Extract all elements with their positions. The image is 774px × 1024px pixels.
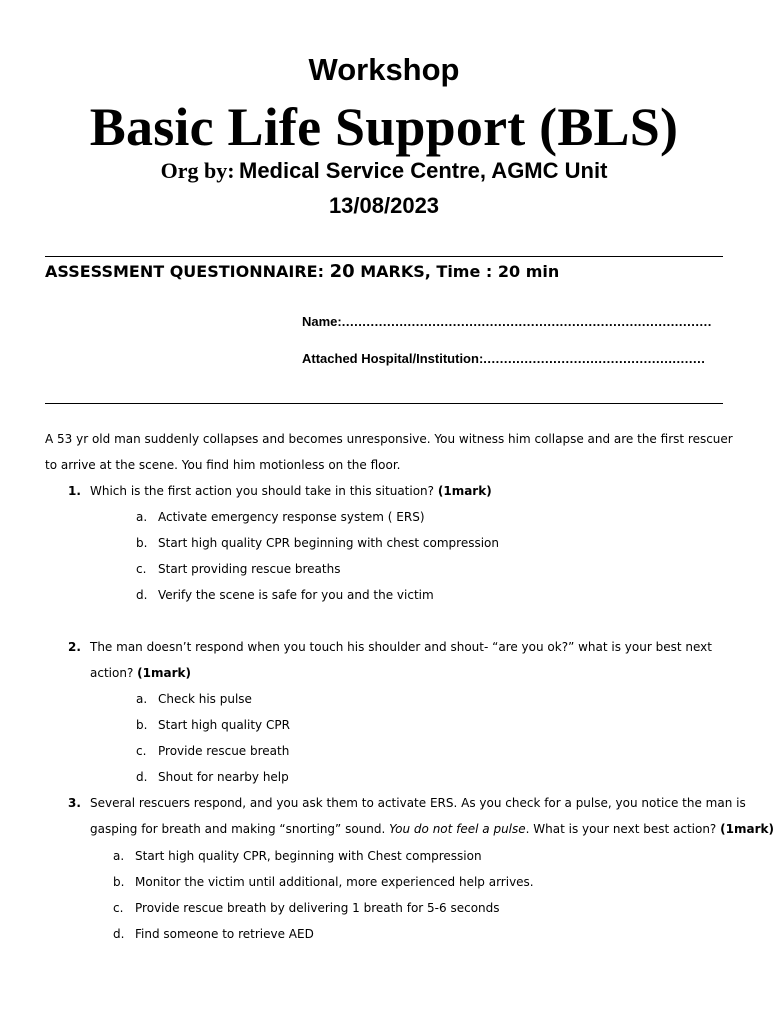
q2-option-c[interactable]: c. Provide rescue breath (136, 744, 290, 758)
q3-option-d[interactable]: d. Find someone to retrieve AED (113, 927, 314, 941)
name-field[interactable] (302, 314, 723, 329)
scenario-intro: A 53 yr old man suddenly collapses and becomes unresponsive. You witness him collapse and are the first rescuer to arrive at the scene. You find him motionless on the floor. (45, 432, 733, 472)
question-3-line2: gasping for breath and making “snorting” sound. You do not feel a pulse. What is your next best action? (1mark) (90, 822, 774, 836)
question-2-text (90, 634, 730, 686)
q1-option-b[interactable]: b. Start high quality CPR beginning with chest compression (136, 536, 499, 550)
event-date: 13/08/2023 (328, 193, 440, 218)
assessment-marks-text: MARKS, Time : 20 min (360, 262, 560, 281)
assessment-marks-number: 20 (329, 261, 355, 282)
hospital-label: Attached Hospital/Institution: (302, 351, 484, 366)
question-1-mark: (1mark) (437, 484, 492, 498)
question-2-number: 2. (68, 640, 81, 654)
org-label: Org by: (160, 158, 235, 183)
workshop-heading: Workshop (308, 52, 460, 87)
q2-option-b[interactable]: b. Start high quality CPR (136, 718, 290, 732)
q3-option-b[interactable]: b. Monitor the victim until additional, more experienced help arrives. (113, 875, 534, 889)
q3-option-c[interactable]: c. Provide rescue breath by delivering 1 breath for 5-6 seconds (113, 901, 500, 915)
question-1-text (90, 478, 740, 504)
question-1-body: Which is the first action you should take in this situation? (90, 484, 435, 498)
question-3-mark: (1mark) (720, 822, 774, 836)
q3-option-a[interactable]: a. Start high quality CPR, beginning with Chest compression (113, 849, 482, 863)
divider-bottom (45, 403, 723, 404)
divider-top (45, 256, 723, 257)
question-3-line1: Several rescuers respond, and you ask them to activate ERS. As you check for a pulse, you notice the man is (90, 796, 746, 810)
assessment-label: ASSESSMENT QUESTIONNAIRE: (45, 262, 324, 281)
page-title: Basic Life Support (BLS) (89, 97, 679, 157)
question-3-number: 3. (68, 796, 81, 810)
name-dots: .......................................................................................... (341, 314, 712, 329)
organizer-line (0, 158, 768, 184)
question-3-text (90, 790, 774, 842)
hospital-dots: ...................................................... (483, 351, 706, 366)
question-2-body: The man doesn’t respond when you touch his shoulder and shout- “are you ok?” what is your best next action? (90, 640, 712, 680)
q1-option-a[interactable]: a. Activate emergency response system ( ERS) (136, 510, 425, 524)
question-2-mark: (1mark) (137, 666, 191, 680)
q2-option-d[interactable]: d. Shout for nearby help (136, 770, 289, 784)
hospital-field[interactable] (302, 351, 723, 366)
question-1-number: 1. (68, 484, 81, 498)
q1-option-c[interactable]: c. Start providing rescue breaths (136, 562, 341, 576)
name-label: Name: (302, 314, 342, 329)
assessment-heading (45, 261, 559, 282)
org-name: Medical Service Centre, AGMC Unit (239, 158, 608, 183)
q2-option-a[interactable]: a. Check his pulse (136, 692, 252, 706)
q1-option-d[interactable]: d. Verify the scene is safe for you and the victim (136, 588, 434, 602)
